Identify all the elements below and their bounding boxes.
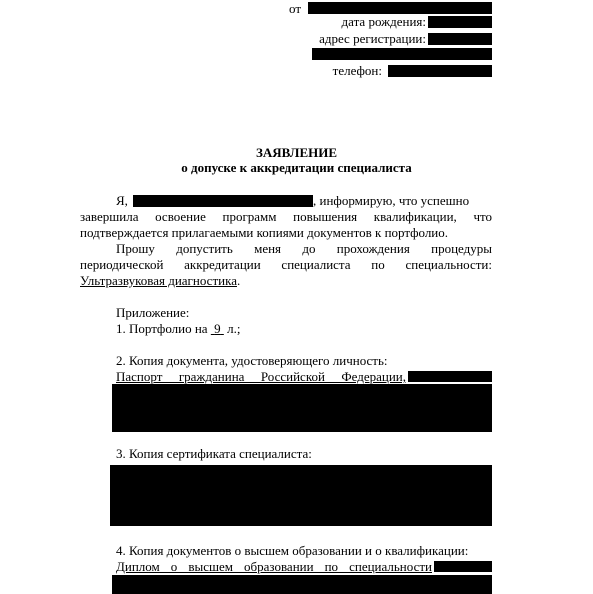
redacted-passport-inline	[408, 371, 492, 382]
redacted-birth-date	[428, 16, 492, 28]
specialty-value: Ультразвуковая диагностика	[80, 273, 237, 288]
attachments-heading: Приложение:	[116, 305, 190, 320]
redacted-diploma-inline	[434, 561, 492, 572]
redacted-certificate-details	[110, 465, 492, 526]
attachment-item-1-prefix: 1. Портфолио на	[116, 321, 208, 336]
address-label: адрес регистрации:	[319, 31, 426, 46]
redacted-applicant-name	[133, 195, 313, 207]
redacted-passport-details	[112, 384, 492, 432]
redacted-name	[308, 2, 492, 14]
phone-label: телефон:	[332, 63, 382, 78]
specialty-end: .	[236, 273, 241, 288]
birth-date-label: дата рождения:	[341, 14, 426, 29]
portfolio-page-count: 9	[214, 321, 221, 336]
attachment-item-4-value: Диплом о высшем образовании по специальности	[116, 559, 432, 574]
paragraph1-line3: подтверждается прилагаемыми копиями документов к портфолио.	[80, 225, 449, 240]
specialty-line	[80, 273, 240, 289]
redacted-address-line2	[312, 48, 492, 60]
attachment-item-1-suffix: л.;	[227, 321, 241, 336]
redacted-diploma-details	[112, 575, 492, 594]
attachment-item-3: 3. Копия сертификата специалиста:	[116, 446, 312, 461]
attachment-item-2: 2. Копия документа, удостоверяющего личность:	[116, 353, 388, 368]
from-label: от	[289, 1, 302, 16]
paragraph1-rest: , информирую, что успешно	[313, 193, 470, 208]
paragraph1-line2: завершила освоение программ повышения квалификации, что	[80, 209, 492, 224]
attachment-item-4: 4. Копия документов о высшем образовании и о квалификации:	[116, 543, 469, 558]
document-subtitle: о допуске к аккредитации специалиста	[181, 160, 412, 175]
redacted-phone	[388, 65, 492, 77]
attachment-item-2-value: Паспорт гражданина Российской Федерации,	[116, 369, 406, 384]
attachment-item-1	[116, 321, 240, 337]
paragraph2-line1: Прошу допустить меня до прохождения процедуры	[116, 241, 492, 256]
paragraph1-start: Я,	[116, 193, 128, 208]
paragraph2-line2: периодической аккредитации специалиста по специальности:	[80, 257, 492, 272]
redacted-address-line1	[428, 33, 492, 45]
document-title: ЗАЯВЛЕНИЕ	[255, 145, 338, 160]
